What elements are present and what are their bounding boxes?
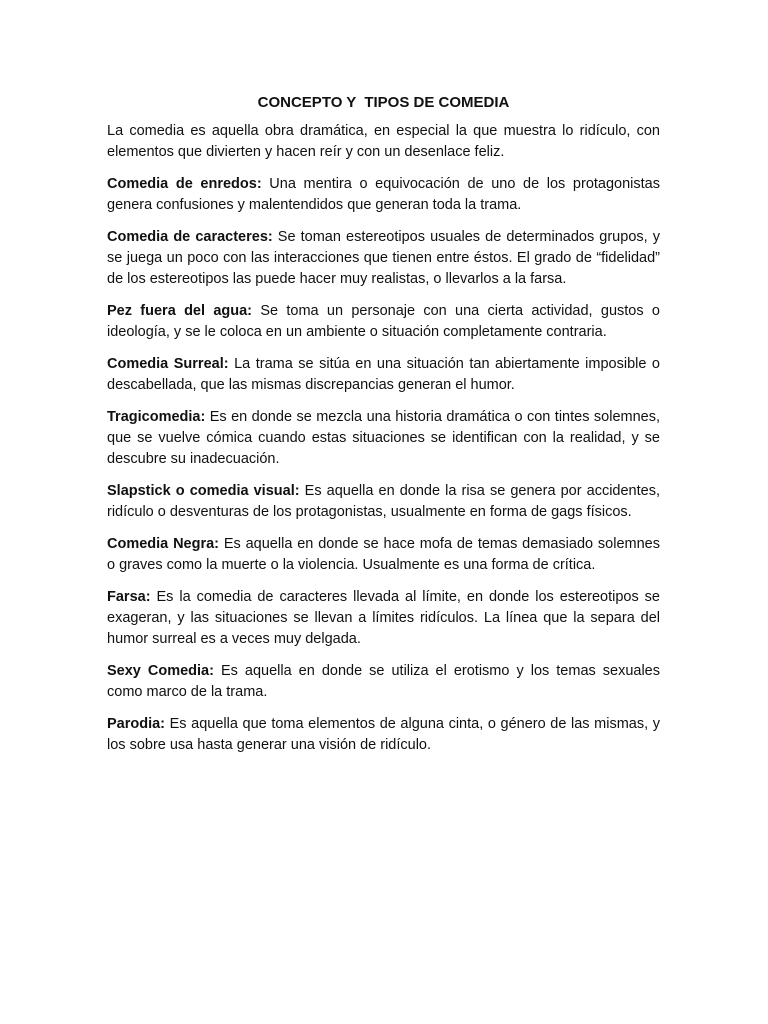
section-slapstick [107,481,660,523]
section-text: Es aquella que toma elementos de alguna cinta, o género de las mismas, y los sobre usa hasta generar una visión de ridículo. [107,716,660,753]
section-text: Es aquella en donde la risa se genera por accidentes, ridículo o desventuras de los protagonistas, usualmente en forma de gags físicos. [107,483,660,520]
section-pez-fuera-del-agua [107,301,660,343]
section-comedia-negra [107,534,660,576]
section-sexy-comedia [107,661,660,703]
section-enredos [107,174,660,216]
section-term: Slapstick o comedia visual: [107,483,300,499]
section-tragicomedia [107,407,660,470]
section-text: Una mentira o equivocación de uno de los protagonistas genera confusiones y malentendidos que generan toda la trama. [107,176,660,213]
section-farsa [107,587,660,650]
document-title: CONCEPTO Y TIPOS DE COMEDIA [257,94,510,111]
section-text: Es aquella en donde se utiliza el erotismo y los temas sexuales como marco de la trama. [107,663,660,700]
section-term: Sexy Comedia: [107,663,214,679]
section-text: Es aquella en donde se hace mofa de temas demasiado solemnes o graves como la muerte o la violencia. Usualmente es una forma de crítica. [107,536,660,573]
section-text: Se toman estereotipos usuales de determinados grupos, y se juega un poco con las interacciones que tienen entre éstos. El grado de “fidelidad” de los estereotipos las puede hacer muy realistas, o llevarlos a la farsa. [107,229,660,287]
section-term: Comedia Surreal: [107,356,229,372]
section-comedia-surreal [107,354,660,396]
section-caracteres [107,227,660,290]
section-term: Tragicomedia: [107,409,206,425]
section-term: Comedia Negra: [107,536,220,552]
section-term: Parodia: [107,716,166,732]
section-term: Comedia de enredos: [107,176,262,192]
section-term: Comedia de caracteres: [107,229,273,245]
section-term: Farsa: [107,589,151,605]
document-page [107,92,660,767]
section-term: Pez fuera del agua: [107,303,253,319]
section-text: Es en donde se mezcla una historia dramática o con tintes solemnes, que se vuelve cómica cuando estas situaciones se identifican con la realidad, y se descubre su inadecuación. [107,409,660,467]
intro-paragraph: La comedia es aquella obra dramática, en especial la que muestra lo ridículo, con elementos que divierten y hacen reír y con un desenlace feliz. [107,123,660,160]
section-text: La trama se sitúa en una situación tan abiertamente imposible o descabellada, que las mismas discrepancias generan el humor. [107,356,660,393]
section-text: Es la comedia de caracteres llevada al límite, en donde los estereotipos se exageran, y las situaciones se llevan a límites ridículos. La línea que la separa del humor surreal es a veces muy delgada. [107,589,660,647]
section-parodia [107,714,660,756]
section-text: Se toma un personaje con una cierta actividad, gustos o ideología, y se le coloca en un ambiente o situación completamente contraria. [107,303,660,340]
